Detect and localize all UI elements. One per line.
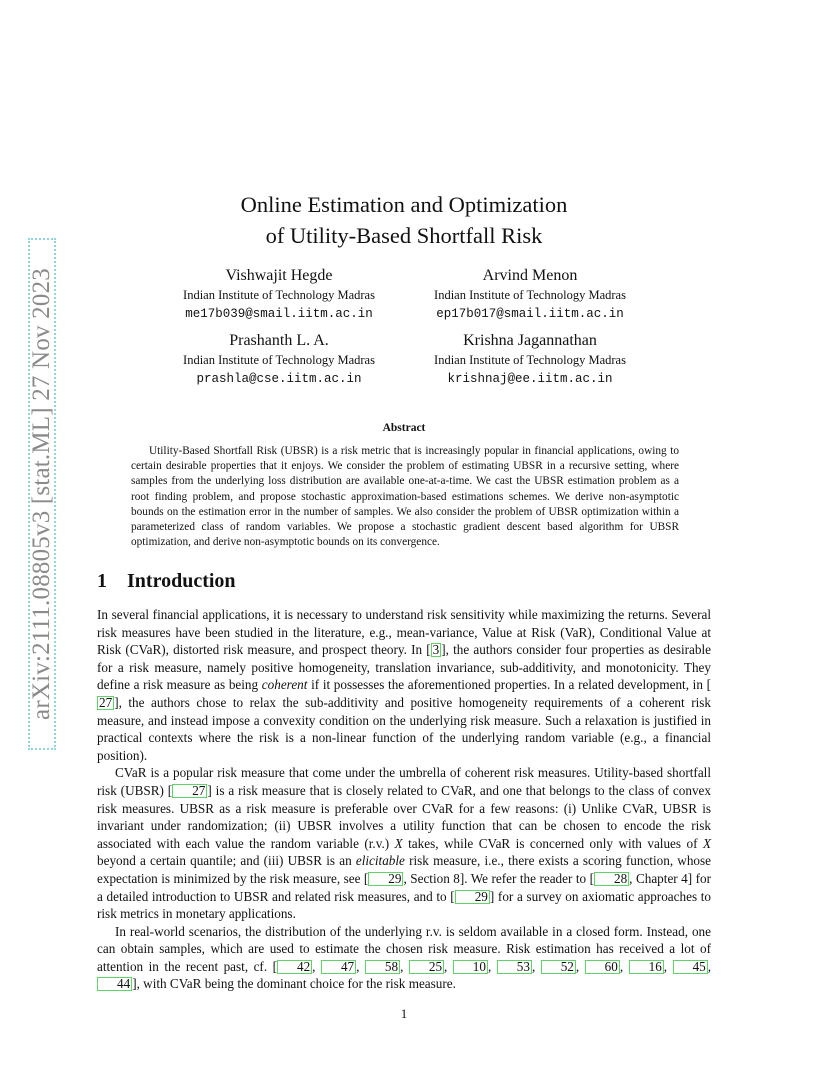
author-affiliation: Indian Institute of Technology Madras bbox=[183, 353, 375, 367]
page-number: 1 bbox=[400, 1006, 408, 1021]
abstract-text: Utility-Based Shortfall Risk (UBSR) is a risk metric that is increasingly popular in financial applications, owing to certain desirable properties that it enjoys. We consider the problem of estimating UBSR in a recursive setting, where samples from the underlying loss distribution are available one-at-a-time. We cast the UBSR estimation problem as a root finding problem, and propose stochastic approximation-based estimations schemes. We derive non-asymptotic bounds on the estimation error in the number of samples. We also consider the problem of UBSR optimization within a parameterized class of random variables. We propose a stochastic gradient descent based algorithm for UBSR optimization, and derive non-asymptotic bounds on its convergence. bbox=[131, 445, 679, 549]
section-title: Introduction bbox=[127, 570, 236, 592]
math-variable: X bbox=[702, 835, 711, 851]
text-run: ] is a risk measure that is closely related to CVaR, and one that belongs to the class of convex risk measures. UBSR as a risk measure is preferable over CVaR for a few reasons: (i) Unlike CVaR, UBSR is invariant under randomization; (ii) UBSR involves a utility function that can be chosen to encode the risk associated with each value the random variable (r.v.) bbox=[97, 782, 711, 851]
citation-link[interactable]: 53 bbox=[497, 960, 532, 974]
author-name: Vishwajit Hegde bbox=[225, 267, 333, 284]
abstract-body bbox=[131, 444, 679, 550]
citation-link[interactable]: 45 bbox=[673, 960, 708, 974]
author-block bbox=[390, 266, 670, 323]
citation-link[interactable]: 44 bbox=[97, 977, 132, 991]
paper-title-line-2: of Utility-Based Shortfall Risk bbox=[265, 223, 543, 248]
section-heading bbox=[97, 570, 236, 593]
author-block bbox=[139, 266, 419, 323]
text-run: risk measure, i.e., there exists a scoring function, whose expectation is minimized by the risk measure, see [ bbox=[97, 853, 711, 886]
author-email[interactable]: prashla@cse.iitm.ac.in bbox=[196, 372, 362, 386]
citation-link[interactable]: 16 bbox=[629, 960, 664, 974]
paragraph bbox=[97, 764, 711, 922]
author-email[interactable]: ep17b017@smail.iitm.ac.in bbox=[436, 307, 624, 321]
text-run: , Section 8]. We refer the reader to [ bbox=[403, 870, 594, 886]
author-name: Krishna Jagannathan bbox=[463, 332, 597, 349]
author-affiliation: Indian Institute of Technology Madras bbox=[434, 353, 626, 367]
author-affiliation: Indian Institute of Technology Madras bbox=[434, 288, 626, 302]
author-email[interactable]: krishnaj@ee.iitm.ac.in bbox=[447, 372, 613, 386]
text-run: In several financial applications, it is necessary to understand risk sensitivity while maximizing the returns. Several risk measures have been studied in the literature, e.g., mean-variance, Value at Risk (VaR), Conditional Value at Risk (CVaR), distorted risk measure, and prospect theory. In [ bbox=[97, 607, 711, 658]
text-run: ], the authors consider four properties as desirable for a risk measure, namely positive homogeneity, translation invariance, sub-additivity, and monotonicity. They define a risk measure as being bbox=[97, 642, 711, 693]
math-variable: X bbox=[394, 835, 403, 851]
author-block bbox=[390, 331, 670, 388]
author-email[interactable]: me17b039@smail.iitm.ac.in bbox=[185, 307, 373, 321]
citation-link[interactable]: 25 bbox=[409, 960, 444, 974]
text-run: CVaR is a popular risk measure that come under the umbrella of coherent risk measures. Utility-based shortfall risk (UBSR) [ bbox=[97, 765, 711, 798]
citation-link[interactable]: 60 bbox=[585, 960, 620, 974]
citation-link[interactable]: 10 bbox=[453, 960, 488, 974]
paper-title-line-1: Online Estimation and Optimization bbox=[240, 192, 568, 217]
citation-link[interactable]: 42 bbox=[277, 960, 312, 974]
abstract-heading: Abstract bbox=[382, 422, 426, 434]
text-run: ], with CVaR being the dominant choice for the risk measure. bbox=[132, 976, 456, 992]
text-run: beyond a certain quantile; and (iii) UBSR is an bbox=[97, 853, 356, 869]
text-run: , Chapter 4] for a detailed introduction to UBSR and related risk measures, and to [ bbox=[97, 870, 711, 904]
text-run: ], the authors chose to relax the sub-additivity and positive homogeneity requirements of a coherent risk measure, and instead impose a convexity condition on the underlying risk measure. Such a relaxation is justified in practical contexts where the risk is a non-linear function of the underlying random variable (e.g., a financial position). bbox=[97, 694, 711, 763]
paragraph: In real-world scenarios, the distribution of the underlying r.v. is seldom available in a closed form. Instead, one can obtain samples, which are used to estimate the chosen risk measure. Risk estimation has received a lot of attention in the recent past, cf. [ 42 , 47 , 58 , 25 , 10 , 53 , 52 , 60 , 16 , 45 , 44 ], with CVaR being the dominant choice for the risk measure. bbox=[97, 923, 712, 992]
author-block bbox=[139, 331, 419, 388]
citation-link[interactable]: 27 bbox=[172, 784, 207, 798]
citation-link[interactable]: 58 bbox=[365, 960, 400, 974]
section-number: 1 bbox=[97, 570, 107, 592]
citation-link[interactable]: 27 bbox=[99, 694, 113, 710]
author-affiliation: Indian Institute of Technology Madras bbox=[183, 288, 375, 302]
citation-link[interactable]: 3 bbox=[432, 642, 440, 658]
text-run: takes, while CVaR is concerned only with values of bbox=[402, 835, 703, 851]
text-run: ] for a survey on axiomatic approaches to risk metrics in monetary applications. bbox=[97, 888, 711, 922]
author-name: Arvind Menon bbox=[482, 267, 578, 284]
paragraph bbox=[97, 606, 711, 764]
author-name: Prashanth L. A. bbox=[229, 332, 329, 349]
text-run: if it possesses the aforementioned properties. In a related development, in [ bbox=[307, 677, 711, 693]
citation-link[interactable]: 52 bbox=[541, 960, 576, 974]
arxiv-stamp[interactable]: arXiv:2111.08805v3 [stat.ML] 27 Nov 2023 bbox=[28, 268, 55, 720]
body-text bbox=[97, 606, 711, 993]
citation-link[interactable]: 28 bbox=[594, 872, 629, 886]
emphasis: elicitable bbox=[355, 853, 405, 869]
text-run: In real-world scenarios, the distribution of the underlying r.v. is seldom available in a closed form. Instead, one can obtain samples, which are used to estimate the chosen risk measure. Risk estimation has received a lot of attention in the recent past, cf. [ bbox=[97, 923, 711, 974]
citation-link[interactable]: 29 bbox=[455, 890, 490, 904]
emphasis: coherent bbox=[261, 677, 308, 693]
citation-link[interactable]: 29 bbox=[368, 872, 403, 886]
citation-link[interactable]: 47 bbox=[321, 960, 356, 974]
